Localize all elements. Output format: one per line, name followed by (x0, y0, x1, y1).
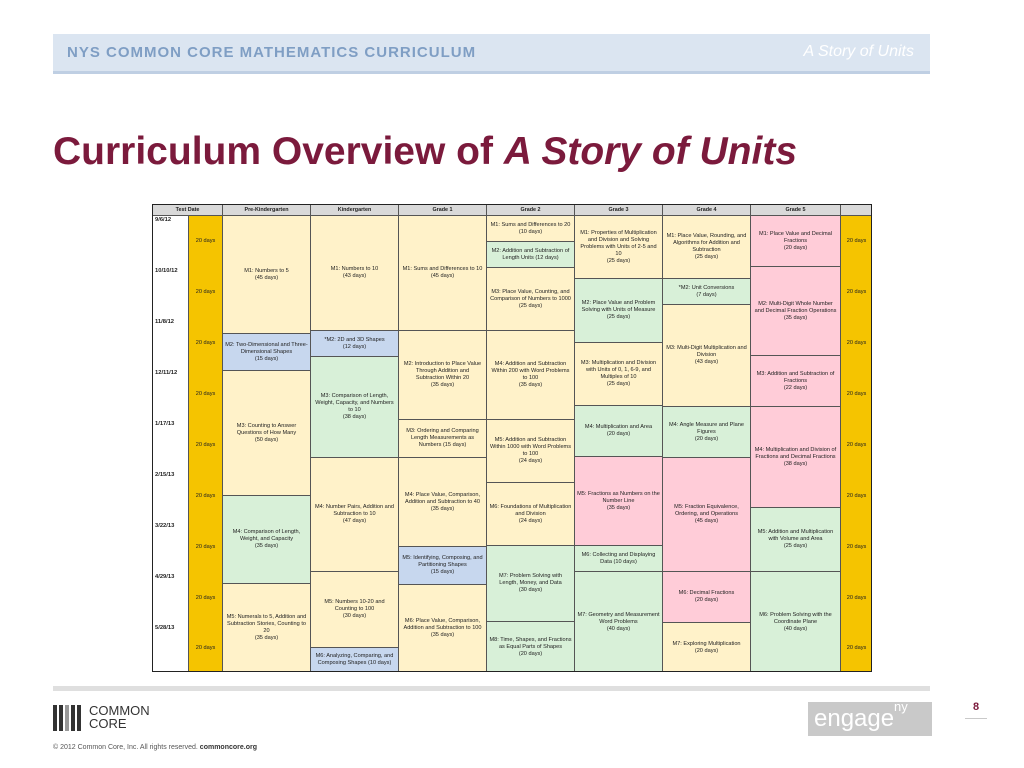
module-cell: M2: Place Value and Problem Solving with Units of Measure (25 days) (575, 279, 663, 343)
module-cell: M5: Fraction Equivalence, Ordering, and Operations (45 days) (663, 458, 751, 572)
module-cell: M4: Place Value, Comparison, Addition and Subtraction to 40 (35 days) (399, 458, 487, 547)
title-italic: A Story of Units (503, 130, 798, 173)
test-date: 10/10/12 (153, 267, 189, 318)
logo-line1: COMMON (89, 703, 150, 718)
module-cell: M4: Multiplication and Division of Fractions and Decimal Fractions (38 days) (751, 407, 841, 508)
header-k: Kindergarten (311, 205, 399, 216)
module-cell: M6: Collecting and Displaying Data (10 days) (575, 546, 663, 572)
module-cell: M3: Place Value, Counting, and Comparison of Numbers to 1000 (25 days) (487, 268, 575, 331)
module-cell: M1: Place Value, Rounding, and Algorithms for Addition and Subtraction (25 days) (663, 216, 751, 279)
module-cell: M1: Properties of Multiplication and Division and Solving Problems with Units of 2-5 and 10 (25 days) (575, 216, 663, 279)
module-cell: M4: Comparison of Length, Weight, and Capacity (35 days) (223, 496, 311, 584)
module-cell: M3: Ordering and Comparing Length Measurements as Numbers (15 days) (399, 420, 487, 458)
module-cell: M7: Problem Solving with Length, Money, and Data (30 days) (487, 546, 575, 622)
test-date: 4/29/13 (153, 573, 189, 624)
days-cell: 20 days (189, 471, 223, 522)
test-date: 12/11/12 (153, 369, 189, 420)
curriculum-calendar (152, 204, 872, 672)
days-cell: 20 days (189, 573, 223, 624)
engageny-logo (808, 699, 932, 736)
page-number: 8 (965, 701, 987, 719)
header-grade-2: Grade 2 (487, 205, 575, 216)
days-cell: 20 days (189, 522, 223, 573)
test-date: 1/17/13 (153, 420, 189, 471)
header-grade-5: Grade 5 (751, 205, 841, 216)
module-cell: M7: Geometry and Measurement Word Problems (40 days) (575, 572, 663, 672)
module-cell: M2: Introduction to Place Value Through Addition and Subtraction Within 20 (35 days) (399, 331, 487, 420)
days-cell: 20 days (189, 369, 223, 420)
test-date: 3/22/13 (153, 522, 189, 573)
days-cell: 20 days (189, 216, 223, 267)
copyright-text: © 2012 Common Core, Inc. All rights reserved. (53, 744, 198, 751)
footer-divider (53, 686, 930, 691)
days-cell: 20 days (841, 267, 872, 318)
module-cell: M6: Problem Solving with the Coordinate Plane (40 days) (751, 572, 841, 672)
module-cell: M6: Foundations of Multiplication and Division (24 days) (487, 483, 575, 546)
module-cell: M3: Comparison of Length, Weight, Capacity, and Numbers to 10 (38 days) (311, 357, 399, 458)
common-core-logo (53, 703, 150, 736)
curriculum-series: A Story of Units (803, 43, 914, 60)
days-cell: 20 days (841, 369, 872, 420)
module-cell: M7: Exploring Multiplication (20 days) (663, 623, 751, 672)
module-cell: M5: Addition and Subtraction Within 1000 with Word Problems to 100 (24 days) (487, 420, 575, 483)
header-grade-1: Grade 1 (399, 205, 487, 216)
days-cell: 20 days (841, 624, 872, 672)
module-cell: M3: Counting to Answer Questions of How Many (50 days) (223, 371, 311, 496)
module-cell: M6: Analyzing, Comparing, and Composing Shapes (10 days) (311, 648, 399, 672)
module-cell: M1: Numbers to 5 (45 days) (223, 216, 311, 334)
days-cell: 20 days (189, 267, 223, 318)
module-cell: M4: Number Pairs, Addition and Subtraction to 10 (47 days) (311, 458, 399, 572)
logo-text (89, 704, 150, 730)
module-cell: M6: Decimal Fractions (20 days) (663, 572, 751, 623)
module-cell: M1: Place Value and Decimal Fractions (20 days) (751, 216, 841, 267)
engage-text: engage (814, 705, 895, 732)
module-cell: M2: Two-Dimensional and Three-Dimensional Shapes (15 days) (223, 334, 311, 371)
module-cell: M1: Sums and Differences to 20 (10 days) (487, 216, 575, 242)
header-test-date: Test Date (153, 205, 223, 216)
engage-sup: ny (894, 699, 908, 714)
days-cell: 20 days (841, 573, 872, 624)
module-cell: M6: Place Value, Comparison, Addition and Subtraction to 100 (35 days) (399, 585, 487, 672)
days-cell: 20 days (841, 471, 872, 522)
module-cell: M5: Addition and Multiplication with Volume and Area (25 days) (751, 508, 841, 572)
curriculum-name: NYS COMMON CORE MATHEMATICS CURRICULUM (67, 44, 477, 61)
copyright (53, 744, 257, 751)
copyright-link[interactable]: commoncore.org (199, 744, 257, 751)
module-cell: M4: Angle Measure and Plane Figures (20 days) (663, 407, 751, 458)
days-cell: 20 days (189, 624, 223, 672)
header-grade-3: Grade 3 (575, 205, 663, 216)
module-cell: M5: Identifying, Composing, and Partitioning Shapes (15 days) (399, 547, 487, 585)
days-cell: 20 days (841, 318, 872, 369)
header-prek: Pre-Kindergarten (223, 205, 311, 216)
module-cell: M1: Numbers to 10 (43 days) (311, 216, 399, 331)
days-cell: 20 days (189, 420, 223, 471)
title-prefix: Curriculum Overview of (53, 130, 504, 173)
module-cell: M3: Addition and Subtraction of Fractions (22 days) (751, 356, 841, 407)
logo-line2: CORE (89, 716, 127, 731)
header-blank (841, 205, 872, 216)
module-cell: M3: Multiplication and Division with Units of 0, 1, 6-9, and Multiples of 10 (25 days) (575, 343, 663, 406)
test-date: 5/28/13 (153, 624, 189, 672)
test-date: 9/6/12 (153, 216, 189, 267)
header-bar (53, 34, 930, 74)
module-cell: M5: Numerals to 5, Addition and Subtraction Stories, Counting to 20 (35 days) (223, 584, 311, 672)
days-cell: 20 days (189, 318, 223, 369)
header-grade-4: Grade 4 (663, 205, 751, 216)
days-cell: 20 days (841, 522, 872, 573)
module-cell: M3: Multi-Digit Multiplication and Division (43 days) (663, 305, 751, 407)
module-cell: M5: Fractions as Numbers on the Number Line (35 days) (575, 457, 663, 546)
module-cell: M1: Sums and Differences to 10 (45 days) (399, 216, 487, 331)
module-cell: *M2: 2D and 3D Shapes (12 days) (311, 331, 399, 357)
logo-bars-icon (53, 705, 83, 736)
test-date: 11/8/12 (153, 318, 189, 369)
module-cell: M8: Time, Shapes, and Fractions as Equal Parts of Shapes (20 days) (487, 622, 575, 672)
module-cell: M5: Numbers 10-20 and Counting to 100 (30 days) (311, 572, 399, 648)
module-cell: M4: Addition and Subtraction Within 200 with Word Problems to 100 (35 days) (487, 331, 575, 420)
module-cell: M4: Multiplication and Area (20 days) (575, 406, 663, 457)
module-cell: M2: Addition and Subtraction of Length Units (12 days) (487, 242, 575, 268)
days-cell: 20 days (841, 216, 872, 267)
module-cell: M2: Multi-Digit Whole Number and Decimal Fraction Operations (35 days) (751, 267, 841, 356)
module-cell: *M2: Unit Conversions (7 days) (663, 279, 751, 305)
test-date: 2/15/13 (153, 471, 189, 522)
page-title (53, 130, 797, 174)
days-cell: 20 days (841, 420, 872, 471)
